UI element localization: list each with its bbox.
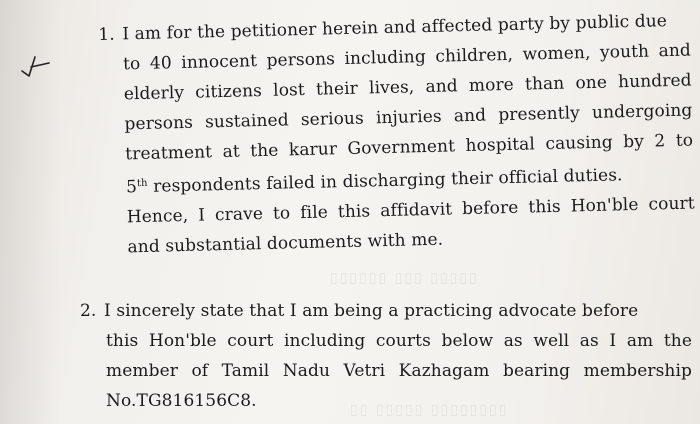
line-text: persons sustained serious injuries and presently undergoing — [124, 100, 693, 135]
line-text: Hence, I crave to file this affidavit before this Hon'ble court — [126, 193, 695, 228]
margin-tick-mark — [18, 52, 54, 82]
paragraph-2 — [80, 296, 692, 416]
line-text: and substantial documents with me. — [127, 229, 444, 258]
ordinal-suffix: th — [136, 177, 148, 190]
bleed-through-text: ▯▯ ▯▯▯▯▯ ▯▯▯▯▯▯▯▯ — [350, 402, 509, 418]
bleed-through-text: ▯▯▯▯▯▯ ▯▯▯ ▯▯▯▯▯ — [330, 270, 479, 286]
paragraph-line — [80, 296, 692, 326]
ordinal-number: 5 — [125, 177, 138, 198]
line-text: treatment at the karur Government hospital causing by 2 to — [125, 130, 694, 165]
line-text: this Hon'ble court including courts below as well as I am the — [106, 331, 692, 351]
paragraph-1 — [98, 6, 696, 263]
line-text: I am for the petitioner herein and affected party by public due — [122, 11, 668, 45]
paragraph-number: 1. — [98, 24, 116, 45]
paragraph-number: 2. — [80, 301, 97, 321]
line-text: I sincerely state that I am being a practicing advocate before — [104, 301, 639, 321]
line-text: No.TG816156C8. — [106, 391, 257, 411]
line-text: member of Tamil Nadu Vetri Kazhagam bearing membership — [106, 361, 692, 381]
paragraph-line — [80, 356, 692, 386]
line-text: respondents failed in discharging their official duties. — [152, 165, 623, 197]
line-text: elderly citizens lost their lives, and more than one hundred — [123, 70, 692, 105]
line-text: to 40 innocent persons including children, women, youth and — [122, 40, 692, 75]
paragraph-line — [80, 326, 692, 356]
paragraph-line — [80, 386, 692, 416]
